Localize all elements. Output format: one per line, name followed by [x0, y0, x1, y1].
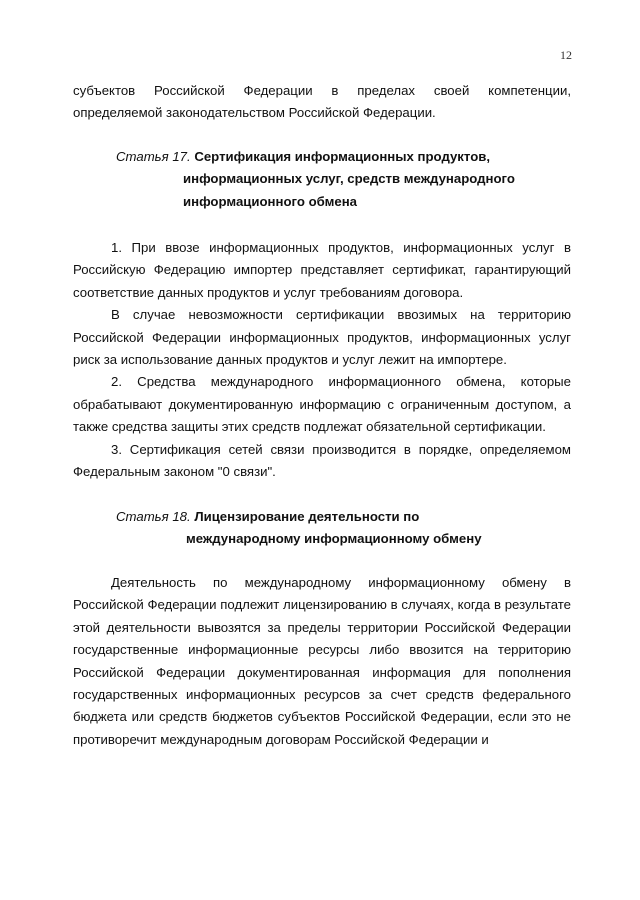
- article-17-title-line-3: информационного обмена: [183, 193, 357, 209]
- intro-paragraph: субъектов Российской Федерации в пределах своей компетенции, определяемой законодательством Российской Федерации.: [73, 83, 571, 121]
- article-17-paragraph-1: 1. При ввозе информационных продуктов, информационных услуг в Российскую Федерацию импортер представляет сертификат, гарантирующий соответствие данных продуктов и услуг требованиям договора.: [73, 240, 571, 300]
- article-17-paragraph-3: 2. Средства международного информационного обмена, которые обрабатывают документированную информацию с ограниченным доступом, а также средства защиты этих средств подлежат обязательной сертификации.: [73, 374, 571, 435]
- article-17-label: Статья 17.: [116, 149, 191, 164]
- page-number: 12: [560, 48, 572, 62]
- article-18-body: [73, 572, 571, 751]
- article-18-title-line-2: международному информационному обмену: [186, 531, 482, 547]
- article-17-paragraph-2: В случае невозможности сертификации ввозимых на территорию Российской Федерации информационных продуктов, информационных услуг риск за использование данных продуктов и услуг лежит на импортере.: [73, 307, 571, 368]
- article-17-heading: [116, 146, 515, 213]
- intro-block: [73, 80, 571, 125]
- article-18-title-line-1: Лицензирование деятельности по: [194, 509, 420, 524]
- article-17-title-line-1: Сертификация информационных продуктов,: [194, 149, 491, 164]
- article-17-body: [73, 237, 571, 483]
- article-18-heading: [116, 506, 482, 551]
- article-18-paragraph-1: Деятельность по международному информационному обмену в Российской Федерации подлежит лицензированию в случаях, когда в результате этой деятельности вывозятся за пределы территории Российской Федерации государственные информационные ресурсы либо ввозится на территорию Российской Федерации документированная информация для пополнения государственных информационных ресурсов за счет средств федерального бюджета или средств бюджетов субъектов Российской Федерации, если это не противоречит международным договорам Российской Федерации и: [73, 575, 571, 747]
- article-18-label: Статья 18.: [116, 509, 191, 524]
- article-17-title-line-2: информационных услуг, средств международного: [183, 171, 515, 187]
- article-17-paragraph-4: 3. Сертификация сетей связи производится в порядке, определяемом Федеральным законом "0 связи".: [73, 441, 571, 480]
